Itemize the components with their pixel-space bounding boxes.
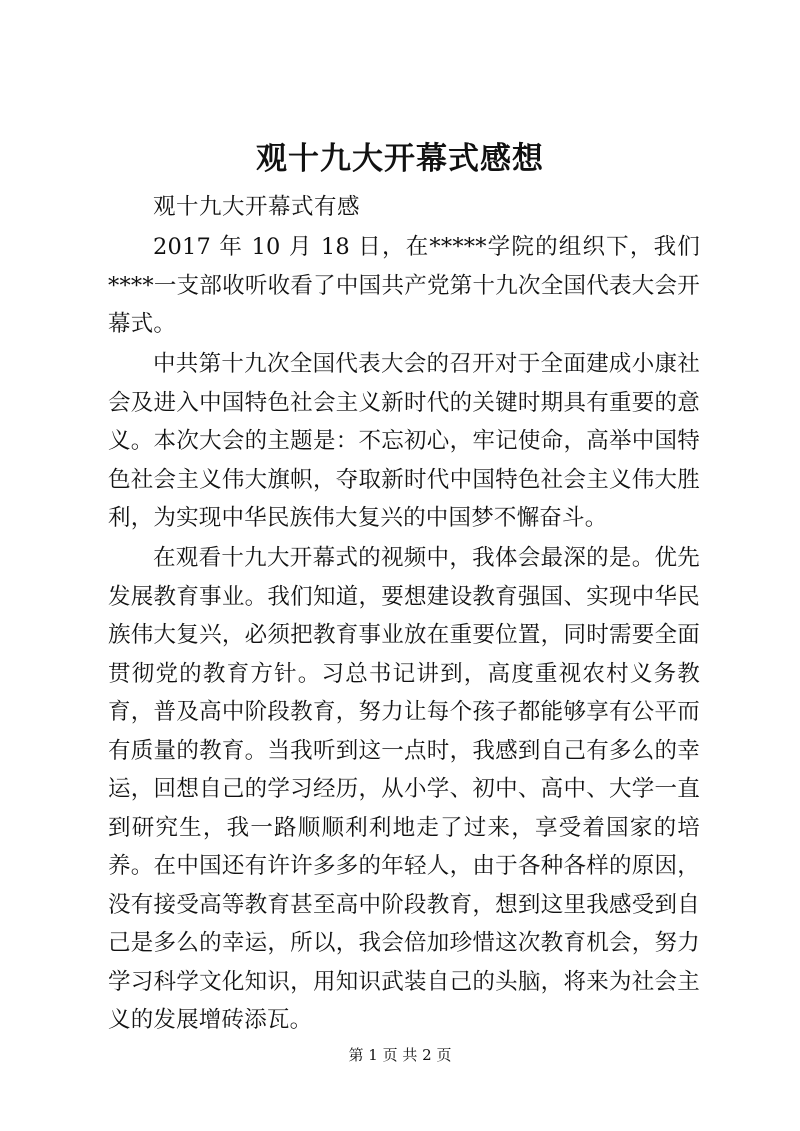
document-body	[108, 188, 700, 1040]
document-subtitle: 观十九大开幕式有感	[153, 194, 361, 220]
document-title: 观十九大开幕式感想	[256, 141, 544, 177]
paragraph-1: 2017 年 10 月 18 日，在*****学院的组织下，我们****一支部收听收看了中国共产党第十九次全国代表大会开幕式。	[108, 234, 700, 337]
paragraph-3: 在观看十九大开幕式的视频中，我体会最深的是。优先发展教育事业。我们知道，要想建设教育强国、实现中华民族伟大复兴，必须把教育事业放在重要位置，同时需要全面贯彻党的教育方针。习总书记讲到，高度重视农村义务教育，普及高中阶段教育，努力让每个孩子都能够享有公平而有质量的教育。当我听到这一点时，我感到自己有多么的幸运，回想自己的学习经历，从小学、初中、高中、大学一直到研究生，我一路顺顺利利地走了过来，享受着国家的培养。在中国还有许许多多的年轻人，由于各种各样的原因，没有接受高等教育甚至高中阶段教育，想到这里我感受到自己是多么的幸运，所以，我会倍加珍惜这次教育机会，努力学习科学文化知识，用知识武装自己的头脑，将来为社会主义的发展增砖添瓦。	[108, 545, 700, 1033]
page-number-footer: 第 1 页 共 2 页	[348, 1046, 452, 1064]
paragraph-2: 中共第十九次全国代表大会的召开对于全面建成小康社会及进入中国特色社会主义新时代的关键时期具有重要的意义。本次大会的主题是：不忘初心，牢记使命，高举中国特色社会主义伟大旗帜，夺取新时代中国特色社会主义伟大胜利，为实现中华民族伟大复兴的中国梦不懈奋斗。	[108, 351, 700, 531]
